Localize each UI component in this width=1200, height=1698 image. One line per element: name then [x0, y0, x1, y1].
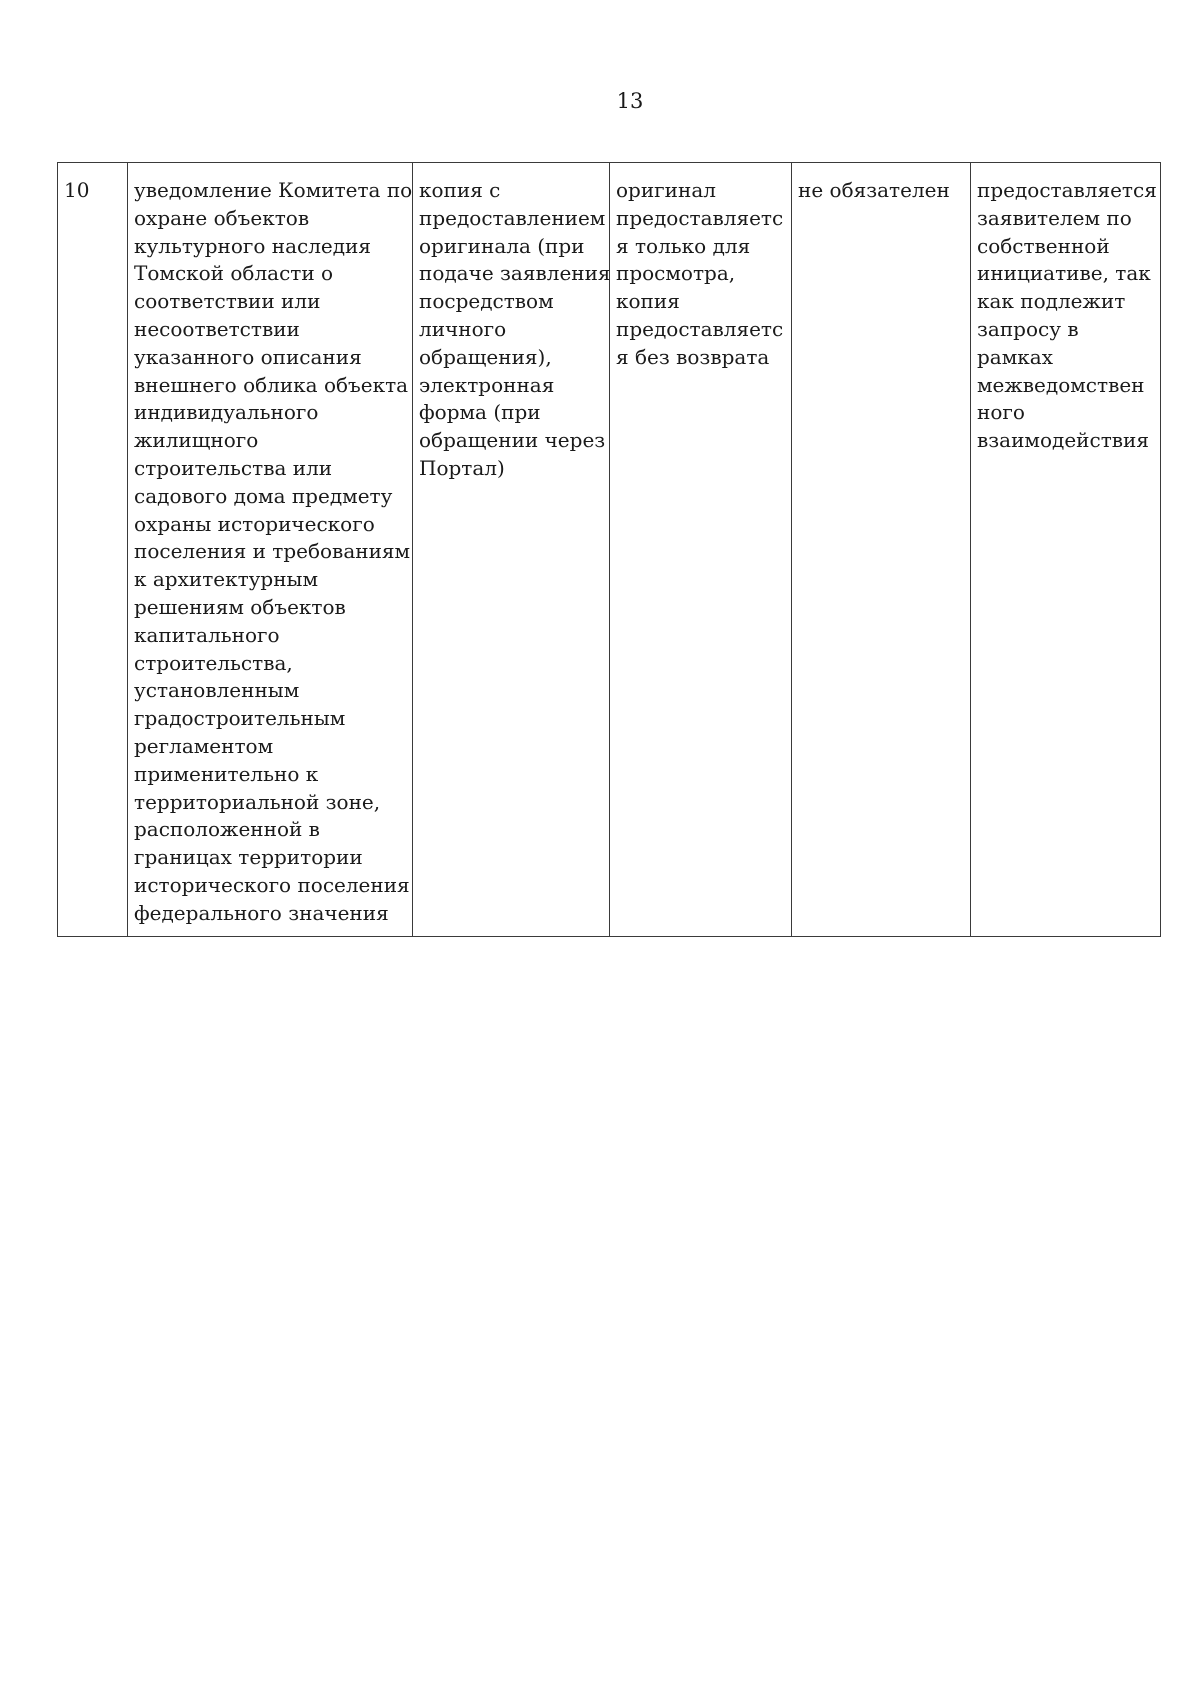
cell-text-line: охране объектов	[134, 205, 310, 230]
cell-text-line: регламентом	[134, 733, 274, 758]
cell-text-line: федерального значения	[134, 900, 389, 925]
cell-text-line: предоставляется	[977, 178, 1157, 202]
cell-text-line: просмотра,	[616, 261, 736, 286]
cell-text-line: ного	[977, 400, 1025, 425]
cell-text-line: не обязателен	[798, 178, 950, 202]
cell-text-line: садового дома предмету	[134, 483, 393, 508]
cell-document-name	[128, 163, 413, 937]
cell-text-line: территориальной зоне,	[134, 789, 381, 814]
cell-text-line: личного	[419, 316, 507, 341]
table-row	[58, 163, 1161, 937]
cell-text-line: жилищного	[134, 428, 259, 453]
cell-text-line: оригинала (при	[419, 233, 585, 258]
cell-text-line: строительства,	[134, 650, 293, 675]
cell-text-line: индивидуального	[134, 400, 319, 425]
cell-obligation	[792, 163, 971, 937]
cell-text-line: решениям объектов	[134, 594, 346, 619]
cell-text-line: охраны исторического	[134, 511, 375, 536]
cell-text-line: градостроительным	[134, 706, 346, 731]
cell-text-line: инициативе, так	[977, 261, 1151, 286]
cell-text-line: подаче заявления	[419, 261, 611, 286]
cell-text-line: применительно к	[134, 761, 319, 786]
cell-text-line: исторического поселения	[134, 872, 410, 897]
table-body	[58, 163, 1161, 937]
cell-text-line: несоответствии	[134, 316, 300, 341]
cell-text-line: установленным	[134, 678, 300, 703]
cell-text-line: строительства или	[134, 455, 333, 480]
cell-text-line: культурного наследия	[134, 233, 372, 258]
cell-text-line: обращения),	[419, 344, 552, 369]
document-table	[57, 162, 1161, 937]
cell-text-line: посредством	[419, 289, 554, 314]
cell-text-line: границах территории	[134, 845, 363, 870]
cell-text-line: рамках	[977, 344, 1053, 369]
cell-text-line: обращении через	[419, 428, 606, 453]
cell-text-line: я без возврата	[616, 344, 770, 369]
cell-text-line: указанного описания	[134, 344, 362, 369]
cell-text-line: как подлежит	[977, 289, 1126, 314]
cell-text-line: поселения и требованиям	[134, 539, 411, 564]
page-number: 13	[616, 89, 644, 113]
cell-text-line: форма (при	[419, 400, 541, 425]
cell-text-line: взаимодействия	[977, 428, 1149, 453]
cell-text-line: копия с	[419, 178, 501, 202]
cell-text-line: к архитектурным	[134, 567, 319, 592]
cell-text-line: соответствии или	[134, 289, 321, 314]
cell-text-line: уведомление Комитета по	[134, 178, 413, 202]
cell-text-line: собственной	[977, 233, 1110, 258]
cell-text-line: копия	[616, 289, 680, 314]
cell-text-line: электронная	[419, 372, 555, 397]
cell-text-line: внешнего облика объекта	[134, 372, 409, 397]
cell-text-line: предоставляетс	[616, 316, 784, 341]
cell-text-line: межведомствен	[977, 372, 1145, 397]
cell-text-line: предоставляетс	[616, 205, 784, 230]
cell-text-line: предоставлением	[419, 205, 606, 230]
cell-submission-form	[413, 163, 610, 937]
cell-text-line: 10	[64, 178, 90, 202]
cell-text-line: запросу в	[977, 316, 1079, 341]
cell-text-line: расположенной в	[134, 817, 320, 842]
cell-original-handling	[610, 163, 792, 937]
cell-provision-method	[971, 163, 1161, 937]
cell-text-line: капитального	[134, 622, 280, 647]
cell-text-line: Портал)	[419, 455, 505, 480]
cell-number	[58, 163, 128, 937]
cell-text-line: я только для	[616, 233, 751, 258]
cell-text-line: заявителем по	[977, 205, 1132, 230]
cell-text-line: оригинал	[616, 178, 716, 202]
cell-text-line: Томской области о	[134, 261, 334, 286]
